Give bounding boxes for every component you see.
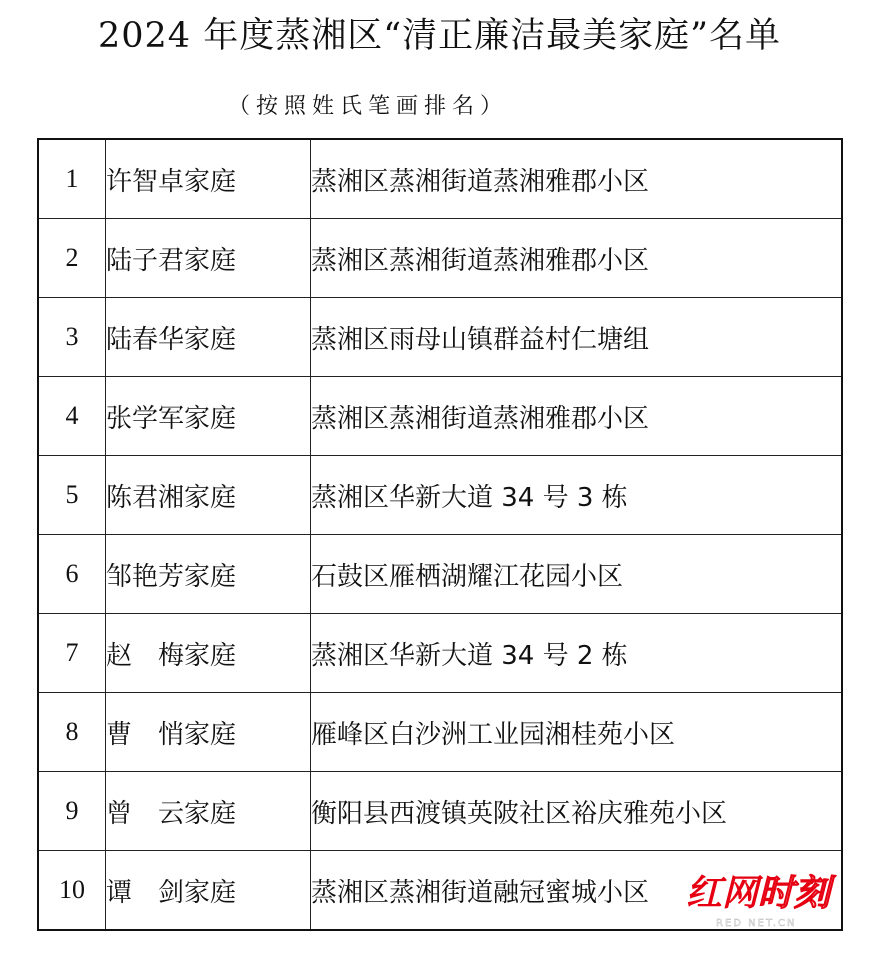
table-row <box>38 693 842 772</box>
family-address: 蒸湘区华新大道 34 号 3 栋 <box>311 456 843 535</box>
family-name: 谭 剑家庭 <box>106 851 311 931</box>
rednet-watermark-logo <box>686 872 856 944</box>
watermark-brand-red: 红网 <box>686 873 759 914</box>
row-number: 3 <box>38 298 106 377</box>
family-name: 陆子君家庭 <box>106 219 311 298</box>
family-address: 石鼓区雁栖湖耀江花园小区 <box>311 535 843 614</box>
table-row <box>38 772 842 851</box>
row-number: 5 <box>38 456 106 535</box>
family-address: 蒸湘区蒸湘街道蒸湘雅郡小区 <box>311 219 843 298</box>
family-address: 衡阳县西渡镇英陂社区裕庆雅苑小区 <box>311 772 843 851</box>
family-name: 陆春华家庭 <box>106 298 311 377</box>
row-number: 10 <box>38 851 106 931</box>
family-address: 蒸湘区雨母山镇群益村仁塘组 <box>311 298 843 377</box>
family-address: 蒸湘区蒸湘街道蒸湘雅郡小区 <box>311 139 843 219</box>
row-number: 7 <box>38 614 106 693</box>
watermark-brand <box>686 872 830 916</box>
document-subtitle: （按照姓氏笔画排名） <box>228 94 509 119</box>
table-row <box>38 614 842 693</box>
family-address: 蒸湘区华新大道 34 号 2 栋 <box>311 614 843 693</box>
watermark-brand-outline: 时刻 <box>758 873 831 914</box>
row-number: 4 <box>38 377 106 456</box>
row-number: 8 <box>38 693 106 772</box>
watermark-domain: RED NET.CN <box>716 918 797 929</box>
row-number: 6 <box>38 535 106 614</box>
family-address: 雁峰区白沙洲工业园湘桂苑小区 <box>311 693 843 772</box>
family-address: 蒸湘区蒸湘街道融冠蜜城小区 <box>311 851 843 931</box>
family-list-table <box>37 138 843 931</box>
family-name: 张学军家庭 <box>106 377 311 456</box>
table-row <box>38 219 842 298</box>
family-name: 陈君湘家庭 <box>106 456 311 535</box>
table-row <box>38 456 842 535</box>
table-row <box>38 535 842 614</box>
family-name: 赵 梅家庭 <box>106 614 311 693</box>
table-row <box>38 377 842 456</box>
family-address: 蒸湘区蒸湘街道蒸湘雅郡小区 <box>311 377 843 456</box>
family-name: 许智卓家庭 <box>106 139 311 219</box>
row-number: 9 <box>38 772 106 851</box>
row-number: 2 <box>38 219 106 298</box>
table-row <box>38 139 842 219</box>
family-name: 邹艳芳家庭 <box>106 535 311 614</box>
family-name: 曾 云家庭 <box>106 772 311 851</box>
table-row <box>38 298 842 377</box>
row-number: 1 <box>38 139 106 219</box>
document-title: 2024 年度蒸湘区“清正廉洁最美家庭”名单 <box>98 16 781 56</box>
family-name: 曹 悄家庭 <box>106 693 311 772</box>
